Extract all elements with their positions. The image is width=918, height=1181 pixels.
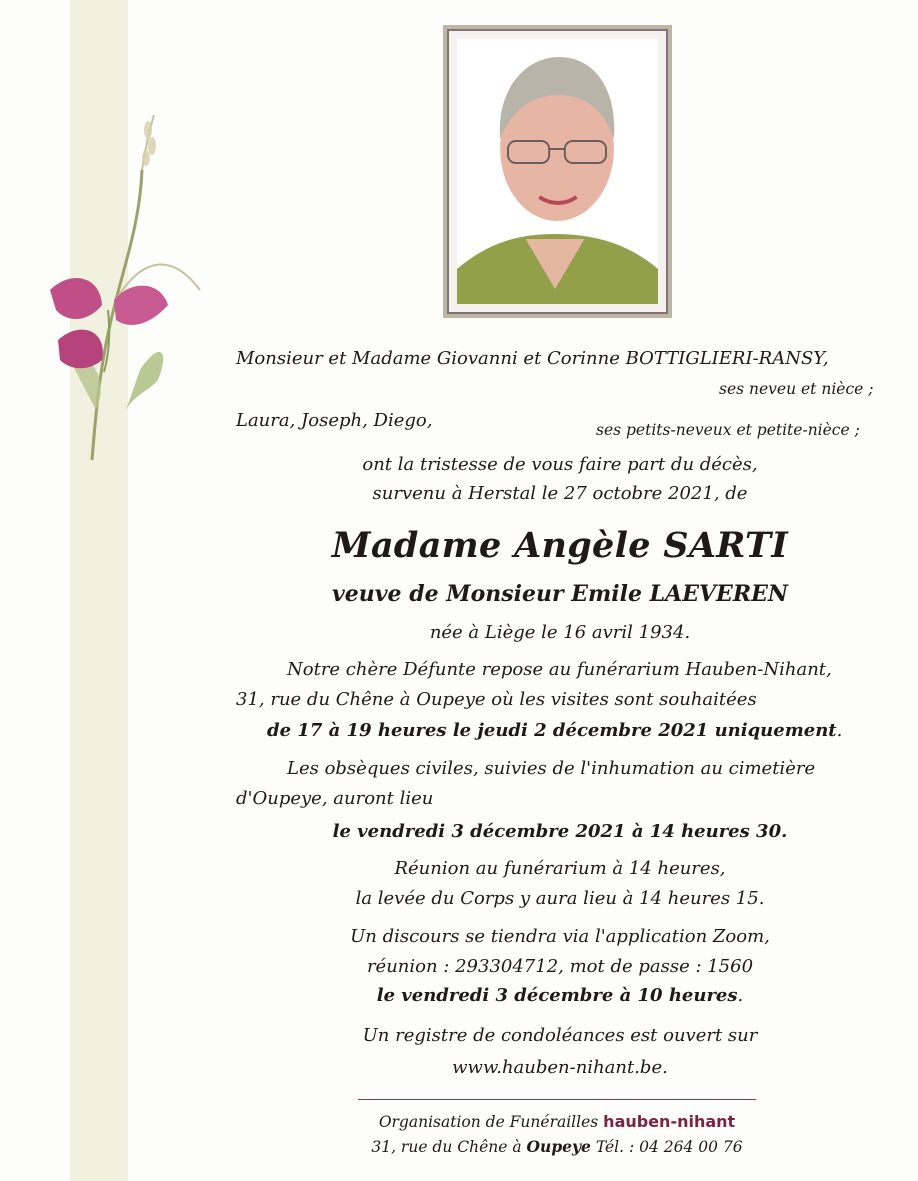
funeral-line-4: Réunion au funérarium à 14 heures, xyxy=(394,858,726,879)
visitation-line-2: 31, rue du Chêne à Oupeye où les visites sont souhaitées xyxy=(236,689,757,710)
visitation-line-1: Notre chère Défunte repose au funérarium Hauben-Nihant, xyxy=(287,659,832,680)
brand-logo: hauben-nihant xyxy=(603,1112,736,1131)
family-line-1-relation: ses neveu et nièce ; xyxy=(719,380,874,398)
visitation-line-3: de 17 à 19 heures le jeudi 2 décembre 2021 uniquement. xyxy=(267,720,843,741)
zoom-line-2: réunion : 293304712, mot de passe : 1560 xyxy=(366,956,754,977)
visitation-hours: de 17 à 19 heures le jeudi 2 décembre 2021 uniquement xyxy=(267,720,837,741)
zoom-line-1: Un discours se tiendra via l'application Zoom, xyxy=(350,926,770,947)
deceased-name: Madame Angèle SARTI xyxy=(331,525,789,566)
family-line-2-relation: ses petits-neveux et petite-nièce ; xyxy=(596,421,860,439)
footer-phone: Tél. : 04 264 00 76 xyxy=(595,1138,743,1156)
portrait-frame xyxy=(443,25,672,318)
footer-city: Oupeye xyxy=(526,1137,591,1156)
zoom-line-3: le vendredi 3 décembre à 10 heures. xyxy=(376,985,744,1006)
footer-address xyxy=(330,1137,784,1156)
deceased-spouse: veuve de Monsieur Emile LAEVEREN xyxy=(332,581,788,607)
condolences-website[interactable]: www.hauben-nihant.be. xyxy=(452,1057,668,1078)
portrait-photo xyxy=(457,39,658,304)
footer-address-prefix: 31, rue du Chêne à xyxy=(371,1138,522,1156)
footer-organisation xyxy=(330,1112,784,1131)
family-line-2: Laura, Joseph, Diego, xyxy=(236,410,433,431)
lily-flower-illustration xyxy=(30,110,220,470)
deceased-birth: née à Liège le 16 avril 1934. xyxy=(429,622,691,643)
family-line-1: Monsieur et Madame Giovanni et Corinne BOTTIGLIERI-RANSY, xyxy=(236,348,829,369)
condolences-line-1: Un registre de condoléances est ouvert sur xyxy=(362,1025,758,1046)
announcement-line-2: survenu à Herstal le 27 octobre 2021, de xyxy=(372,483,748,504)
funeral-date: le vendredi 3 décembre 2021 à 14 heures 30. xyxy=(332,821,788,842)
funeral-line-5: la levée du Corps y aura lieu à 14 heures 15. xyxy=(355,888,765,909)
footer-divider xyxy=(358,1099,756,1100)
funeral-line-2: d'Oupeye, auront lieu xyxy=(236,788,434,809)
footer-org-label: Organisation de Funérailles xyxy=(378,1113,599,1131)
announcement-line-1: ont la tristesse de vous faire part du décès, xyxy=(362,454,758,475)
funeral-line-1: Les obsèques civiles, suivies de l'inhumation au cimetière xyxy=(287,758,816,779)
zoom-date: le vendredi 3 décembre à 10 heures xyxy=(376,985,738,1006)
